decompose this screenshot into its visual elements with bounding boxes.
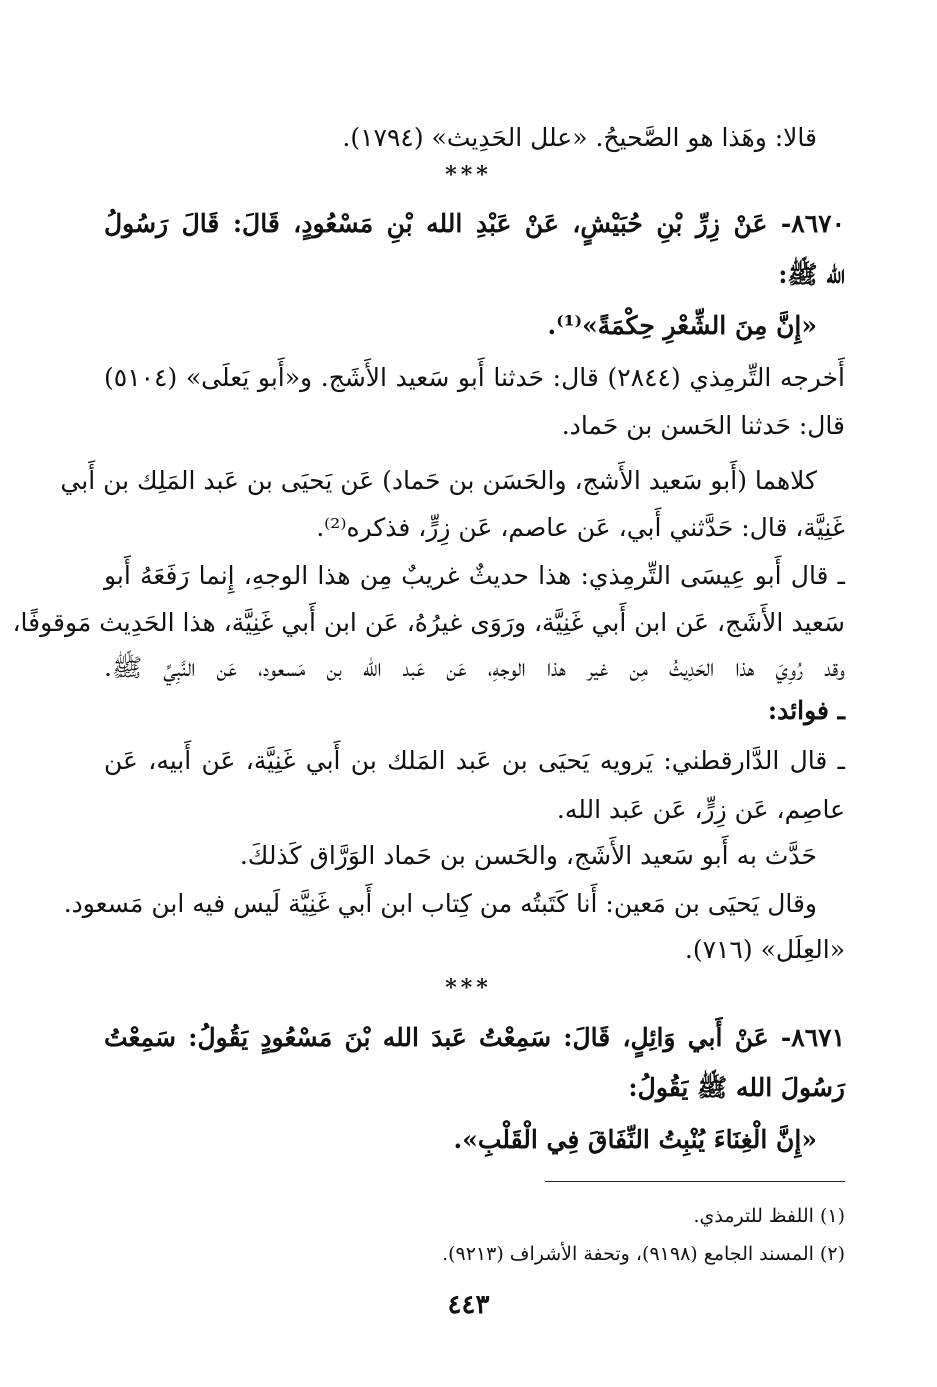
- text-line: قال: حَدثنا الحَسن بن حَماد.: [561, 411, 845, 440]
- footnote-1: (١) اللفظ للترمذي.: [693, 1205, 845, 1227]
- text-line: حَدَّث به أَبو سَعيد الأَشَج، والحَسن بن حَماد الوَرَّاق كَذلكَ.: [239, 841, 817, 870]
- hadith-text-8670: «إِنَّ مِنَ الشِّعْرِ حِكْمَةً»⁽¹⁾.: [547, 311, 817, 340]
- text-line: عاصِم، عَن زِرٍّ، عَن عَبد الله.: [556, 795, 845, 824]
- text-line: أَخرجه التِّرمِذي (٢٨٤٤) قال: حَدثنا أَبو سَعيد الأَشَج. و«أَبو يَعلَى» (٥١٠٤): [104, 363, 845, 392]
- hadith-heading-8670: ٨٦٧٠- عَنْ زِرِّ بْنِ حُبَيْشٍ، عَنْ عَبْدِ الله بْنِ مَسْعُودٍ، قَالَ: قَالَ رَسُولُ: [104, 209, 845, 238]
- page-number: ٤٤٣: [447, 1290, 490, 1320]
- text-line: غَنِيَّة، قال: حَدَّثني أَبي، عَن عاصم، عَن زِرٍّ، فذكره⁽²⁾.: [316, 513, 845, 542]
- text-line: سَعيد الأَشَج، عَن ابن أَبي غَنِيَّة، ورَوَى غيرُهُ، عَن ابن أَبي غَنِيَّة، هذا الحَدِيث مَوقوفًا،: [12, 608, 845, 637]
- hadith-text-8671: «إِنَّ الْغِنَاءَ يُنْبِتُ النِّفَاقَ فِي الْقَلْبِ».: [453, 1125, 817, 1154]
- text-line: قالا: وهَذا هو الصَّحيحُ. «علل الحَدِيث» (١٧٩٤).: [342, 123, 817, 152]
- benefits-heading: ـ فوائد:: [767, 696, 845, 725]
- text-line: وقد رُوِيَ هذا الحَدِيثُ مِن غير هذا الوجهِ، عَن عَبد الله بن مَسعود، عَن النَّبِيِّ ﷺ.: [104, 653, 845, 682]
- text-line: ـ قال الدَّارقطني: يَرويه يَحيَى بن عَبد المَلك بن أَبي غَنِيَّة، عَن أَبيه، عَن: [104, 746, 845, 775]
- section-separator: ***: [445, 975, 492, 1001]
- text-line: كلاهما (أَبو سَعيد الأَشج، والحَسَن بن حَماد) عَن يَحيَى بن عَبد المَلِك بن أَبي: [60, 466, 817, 495]
- text-line: «العِلَل» (٧١٦).: [684, 935, 845, 964]
- text-line: رَسُولَ الله ﷺ يَقُولُ:: [628, 1073, 845, 1102]
- text-line: الله ﷺ:: [778, 260, 845, 289]
- text-line: وقال يَحيَى بن مَعين: أَنا كَتَبتُه من كِتاب ابن أَبي غَنِيَّة لَيس فيه ابن مَسعود.: [63, 889, 817, 918]
- section-separator: ***: [445, 162, 492, 188]
- footnote-separator: [545, 1181, 845, 1182]
- footnote-2: (٢) المسند الجامع (٩١٩٨)، وتحفة الأشراف (٩٢١٣).: [442, 1243, 845, 1265]
- hadith-heading-8671: ٨٦٧١- عَنْ أَبي وَائِلٍ، قَالَ: سَمِعْتُ عَبدَ الله بْنَ مَسْعُودٍ يَقُولُ: سَمِعْتُ: [104, 1023, 845, 1052]
- text-line: ـ قال أَبو عِيسَى التِّرمِذي: هذا حديثٌ غريبٌ مِن هذا الوجهِ، إِنما رَفَعَهُ أَبو: [104, 561, 845, 590]
